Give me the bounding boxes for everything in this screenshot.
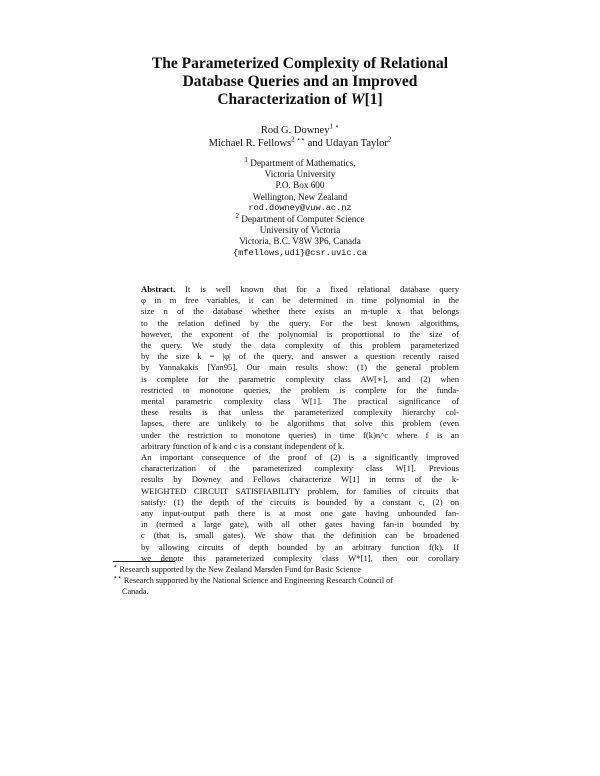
- title-line-2: Database Queries and an Improved: [182, 73, 418, 90]
- affiliation-1-university: Victoria University: [264, 169, 336, 180]
- footnote-2-text: Research supported by the National Science and Engineering Research Council of: [121, 575, 394, 585]
- abstract-line: in (termed a large gate), with all other gates having fan-in bounded by: [141, 519, 459, 530]
- abstract-line: characterization of the parameterized complexity class W[1]. Previous: [141, 463, 459, 474]
- abstract-line: under the restriction to monotone queries) in time f(k)n^c where f is an: [141, 429, 459, 440]
- abstract-paragraph-2: [141, 452, 459, 564]
- affiliation-2-dept: [100, 211, 500, 225]
- abstract-line: the query. We study the data complexity of this problem parameterized: [141, 340, 459, 351]
- affiliation-1-email: rod.downey@vuw.ac.nz: [248, 202, 352, 213]
- abstract-line: by allowing circuits of depth bounded by an arbitrary function f(k). If: [141, 541, 459, 552]
- author-taylor: and Udayan Taylor: [305, 138, 388, 149]
- footnote-1-text: Research supported by the New Zealand Marsden Fund for Basic Science: [117, 565, 361, 574]
- affiliation-2-university: University of Victoria: [259, 225, 341, 236]
- abstract-line: size n of the database whether there exists an m-tuple x that belongs: [141, 306, 459, 317]
- affiliation-2-dept-text: Department of Computer Science: [241, 214, 365, 225]
- title-line-3: [100, 91, 500, 109]
- abstract-line: restricted to monotone queries, the problem is complete for the funda-: [141, 384, 459, 395]
- abstract-line: WEIGHTED CIRCUIT SATISFIABILITY problem, for families of circuits that: [141, 485, 459, 496]
- footnote-divider: [113, 561, 175, 562]
- author-block: [100, 124, 500, 150]
- abstract-line: An important consequence of the proof of (2) is a significantly improved: [141, 452, 459, 463]
- author-taylor-marks: 2: [387, 135, 392, 144]
- author-line-2: [100, 137, 500, 150]
- affiliation-2-email: {mfellows,udi}@csr.uvic.ca: [232, 247, 368, 258]
- abstract-line: arbitrary function of k and c is a constant independent of k.: [141, 440, 345, 451]
- abstract-line: however, the exponent of the polynomial is proportional to the size of: [141, 328, 459, 339]
- affiliation-1-dept: [100, 155, 500, 169]
- affiliations: [100, 155, 500, 259]
- abstract-line: results by Downey and Fellows characterize W[1] in terms of the k-: [141, 474, 459, 485]
- abstract-line: to the relation defined by the query. For the best known algorithms,: [141, 317, 459, 328]
- affiliation-1-dept-text: Department of Mathematics,: [250, 158, 356, 168]
- footnote-2-continuation: Canada.: [122, 586, 149, 596]
- author-fellows: Michael R. Fellows: [208, 138, 292, 149]
- paper-title: [100, 55, 500, 109]
- abstract-paragraph-1: [141, 284, 459, 452]
- abstract-line: is complete for the parametric complexity class AW[∗], and (2) when: [141, 373, 459, 384]
- abstract-line: by the size k = |φ| of the query, and answer a question recently raised: [141, 351, 459, 362]
- footnote-1-mark: ⋆: [113, 562, 118, 571]
- affiliation-1-number: 1: [244, 155, 248, 164]
- abstract-line: lapses, there are unlikely to be algorithms that solve this problem (even: [141, 418, 459, 429]
- title-line-3-prefix: Characterization of: [217, 91, 351, 108]
- affiliation-1-pobox: P.O. Box 600: [275, 180, 325, 191]
- author-downey: Rod G. Downey: [260, 125, 330, 136]
- author-downey-marks: 1 ⋆: [329, 122, 340, 131]
- abstract: [141, 284, 459, 564]
- affiliation-1-city: Wellington, New Zealand: [252, 191, 348, 202]
- title-line-1: The Parameterized Complexity of Relational: [151, 55, 449, 72]
- abstract-line: Abstract. It is well known that for a fixed relational database query: [141, 284, 459, 294]
- abstract-line: satisfy: (1) the depth of the circuits is bounded by a constant c, (2) on: [141, 496, 459, 507]
- abstract-heading: Abstract.: [141, 284, 176, 294]
- abstract-line: mental parametric complexity class W[1]. The practical significance of: [141, 396, 459, 407]
- affiliation-2-city: Victoria, B.C. V8W 3P6, Canada: [239, 236, 361, 247]
- footnote-2-mark: ⋆⋆: [113, 573, 122, 582]
- abstract-line: c (that is, small gates). We show that the definition can be broadened: [141, 530, 459, 541]
- footnote-2: [113, 573, 458, 587]
- footnotes: [113, 562, 458, 597]
- title-line-3-suffix: [1]: [364, 91, 383, 108]
- author-fellows-marks: 2 ⋆⋆: [291, 135, 306, 144]
- affiliation-2-number: 2: [235, 211, 239, 220]
- title-w-symbol: W: [350, 91, 365, 108]
- abstract-line: by Yannakakis [Yan95]. Our main results show: (1) the general problem: [141, 362, 459, 373]
- footnote-1: [113, 562, 458, 576]
- abstract-line: any input-output path there is at most one gate having unbounded fan-: [141, 508, 459, 519]
- abstract-line: these results is that unless the parameterized complexity hierarchy col-: [141, 407, 459, 418]
- abstract-line: we denote this parameterized complexity class W*[1], then our corollary: [141, 552, 459, 563]
- abstract-line: φ in m free variables, it can be determined in time polynomial in the: [141, 295, 459, 306]
